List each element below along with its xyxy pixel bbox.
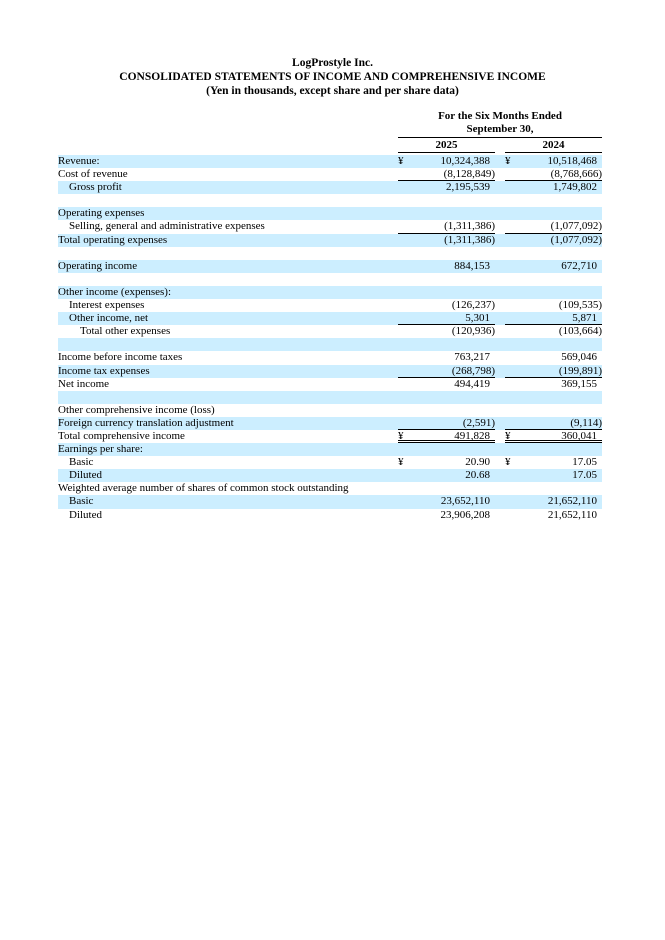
table-row [58, 482, 602, 495]
yen-symbol [505, 482, 518, 495]
period-header [398, 110, 602, 138]
yen-symbol [398, 207, 411, 220]
yen-symbol [398, 299, 411, 312]
value-2024 [518, 273, 602, 286]
amount-cell-2024 [505, 325, 602, 338]
table-row [58, 404, 602, 417]
table-row [58, 378, 602, 391]
column-gap [495, 482, 505, 495]
value-2025: (1,311,386) [444, 233, 495, 246]
amount-cell-2025 [398, 181, 495, 194]
value-2025 [411, 338, 495, 351]
value-2024: 360,041 [561, 429, 597, 442]
table-body [58, 155, 602, 522]
table-row [58, 495, 602, 508]
yen-symbol [505, 273, 518, 286]
amount-cell-2024 [505, 338, 602, 351]
value-2024 [518, 482, 602, 495]
yen-symbol [505, 404, 518, 417]
yen-symbol [398, 247, 411, 260]
column-gap [495, 378, 505, 391]
table-row [58, 509, 602, 522]
amount-cell-2024 [505, 260, 602, 273]
yen-symbol [398, 234, 411, 247]
value-2024 [518, 247, 602, 260]
yen-symbol [398, 404, 411, 417]
table-row [58, 325, 602, 338]
column-gap [495, 220, 505, 233]
row-label: Operating income [58, 259, 138, 272]
yen-symbol [505, 168, 518, 180]
yen-symbol [505, 181, 518, 194]
row-label: Foreign currency translation adjustment [58, 416, 234, 429]
amount-cell-2024 [505, 482, 602, 495]
amount-cell-2024 [505, 194, 602, 207]
column-gap [495, 168, 505, 181]
yen-symbol [398, 482, 411, 495]
table-row [58, 207, 602, 220]
row-label: Other comprehensive income (loss) [58, 403, 215, 416]
row-label: Revenue: [58, 155, 100, 167]
amount-cell-2024 [505, 168, 602, 181]
value-2025: (120,936) [451, 325, 495, 338]
amount-cell-2025 [398, 365, 495, 378]
yen-symbol [398, 273, 411, 286]
row-label: Diluted [69, 469, 102, 482]
yen-symbol [505, 207, 518, 220]
value-2025: 20.90 [465, 456, 490, 469]
yen-symbol [505, 495, 518, 508]
row-label: Income tax expenses [58, 364, 150, 377]
table-row [58, 365, 602, 378]
table-row [58, 273, 602, 286]
yen-symbol [398, 181, 411, 194]
value-2025 [411, 194, 495, 207]
amount-cell-2024 [505, 220, 602, 233]
yen-symbol [505, 260, 518, 273]
amount-cell-2024 [505, 404, 602, 417]
value-2025 [411, 207, 495, 220]
value-2025: (1,311,386) [444, 220, 495, 233]
value-2025: 10,324,388 [440, 155, 490, 167]
table-row [58, 443, 602, 456]
amount-cell-2025 [398, 194, 495, 207]
column-gap [495, 299, 505, 312]
yen-symbol [505, 299, 518, 312]
value-2024: (199,891) [558, 364, 602, 377]
yen-symbol [398, 312, 411, 324]
column-gap [495, 509, 505, 522]
amount-cell-2025 [398, 495, 495, 508]
value-2024: (1,077,092) [550, 233, 602, 246]
yen-symbol [505, 417, 518, 429]
value-2024: 569,046 [561, 351, 597, 364]
row-label: Weighted average number of shares of common stock outstanding [58, 482, 349, 495]
yen-symbol: ¥ [505, 155, 511, 167]
column-gap [495, 155, 505, 168]
value-2024: 21,652,110 [547, 508, 597, 521]
amount-cell-2024 [505, 273, 602, 286]
amount-cell-2024 [505, 155, 602, 168]
yen-symbol [398, 495, 411, 508]
value-2025 [411, 247, 495, 260]
table-row [58, 456, 602, 469]
column-gap [495, 338, 505, 351]
yen-symbol [505, 351, 518, 364]
amount-cell-2025 [398, 469, 495, 482]
table-row [58, 181, 602, 194]
yen-symbol [505, 378, 518, 391]
amount-cell-2024 [505, 417, 602, 430]
column-gap [495, 181, 505, 194]
table-row [58, 220, 602, 233]
value-2024: 5,871 [572, 312, 597, 325]
table-row [58, 286, 602, 299]
row-label: Basic [69, 495, 94, 508]
yen-symbol [398, 168, 411, 180]
yen-symbol [398, 351, 411, 364]
amount-cell-2024 [505, 469, 602, 482]
row-label: Earnings per share: [58, 443, 143, 456]
amount-cell-2024 [505, 247, 602, 260]
yen-symbol [505, 443, 518, 456]
amount-cell-2025 [398, 207, 495, 220]
table-row [58, 234, 602, 247]
value-2024: (109,535) [558, 299, 602, 312]
yen-symbol [505, 220, 518, 232]
value-2024 [518, 338, 602, 351]
value-2025: 2,195,539 [446, 181, 490, 194]
value-2025 [411, 482, 495, 495]
year-column-2025: 2025 [398, 139, 495, 153]
amount-cell-2024 [505, 443, 602, 456]
yen-symbol [398, 220, 411, 232]
value-2024 [518, 207, 602, 220]
amount-cell-2025 [398, 378, 495, 391]
yen-symbol [398, 378, 411, 391]
value-2025: 5,301 [465, 312, 490, 325]
yen-symbol [505, 391, 518, 404]
amount-cell-2025 [398, 404, 495, 417]
column-gap [495, 286, 505, 299]
value-2025: (126,237) [451, 299, 495, 312]
table-row [58, 338, 602, 351]
yen-symbol [398, 391, 411, 404]
row-label: Other income, net [69, 312, 149, 325]
value-2024 [518, 391, 602, 404]
column-gap [495, 430, 505, 443]
yen-symbol: ¥ [398, 155, 404, 167]
amount-cell-2025 [398, 325, 495, 338]
year-columns [398, 139, 602, 153]
amount-cell-2024 [505, 365, 602, 378]
value-2025: 23,652,110 [440, 495, 490, 508]
column-gap [495, 312, 505, 325]
value-2024: (103,664) [558, 325, 602, 338]
table-row [58, 351, 602, 364]
row-label [58, 194, 398, 207]
value-2024: 21,652,110 [547, 495, 597, 508]
amount-cell-2025 [398, 234, 495, 247]
yen-symbol: ¥ [398, 429, 404, 442]
amount-cell-2025 [398, 456, 495, 469]
unit-note: (Yen in thousands, except share and per share data) [206, 85, 459, 97]
column-gap [495, 207, 505, 220]
amount-cell-2025 [398, 391, 495, 404]
value-2025 [411, 391, 495, 404]
yen-symbol [398, 365, 411, 377]
row-label: Other income (expenses): [58, 285, 172, 298]
column-gap [495, 351, 505, 364]
column-gap [495, 194, 505, 207]
value-2025: 20.68 [465, 469, 490, 482]
column-gap [495, 391, 505, 404]
yen-symbol [505, 234, 518, 247]
row-label: Diluted [69, 508, 102, 521]
row-label: Income before income taxes [58, 351, 183, 364]
row-label: Interest expenses [69, 299, 145, 312]
year-column-2024: 2024 [505, 139, 602, 153]
column-gap [495, 469, 505, 482]
value-2024 [518, 404, 602, 417]
column-gap [495, 325, 505, 338]
amount-cell-2024 [505, 286, 602, 299]
amount-cell-2024 [505, 299, 602, 312]
yen-symbol [505, 469, 518, 482]
row-label: Total other expenses [80, 325, 171, 338]
column-gap [495, 273, 505, 286]
amount-cell-2025 [398, 299, 495, 312]
row-label [58, 273, 398, 286]
row-label: Net income [58, 377, 110, 390]
value-2025: (2,591) [462, 416, 495, 429]
document-header [0, 56, 665, 98]
amount-cell-2025 [398, 338, 495, 351]
table-row [58, 155, 602, 168]
yen-symbol: ¥ [398, 456, 404, 469]
column-gap [495, 234, 505, 247]
yen-symbol [505, 286, 518, 299]
value-2024: 1,749,802 [553, 181, 597, 194]
yen-symbol [505, 365, 518, 377]
amount-cell-2024 [505, 351, 602, 364]
amount-cell-2025 [398, 168, 495, 181]
value-2024: 17.05 [572, 456, 597, 469]
value-2024: (8,768,666) [550, 168, 602, 181]
value-2024: 10,518,468 [547, 155, 597, 167]
yen-symbol [398, 260, 411, 273]
column-gap [495, 247, 505, 260]
yen-symbol [398, 338, 411, 351]
amount-cell-2025 [398, 220, 495, 233]
yen-symbol [398, 469, 411, 482]
statement-title: CONSOLIDATED STATEMENTS OF INCOME AND COMPREHENSIVE INCOME [119, 71, 546, 83]
value-2024: 17.05 [572, 469, 597, 482]
value-2025 [411, 273, 495, 286]
table-row [58, 430, 602, 443]
yen-symbol: ¥ [505, 456, 511, 469]
amount-cell-2025 [398, 312, 495, 325]
value-2025: 494,419 [454, 377, 490, 390]
column-gap [495, 417, 505, 430]
table-row [58, 312, 602, 325]
value-2025: (268,798) [451, 364, 495, 377]
value-2024 [518, 194, 602, 207]
yen-symbol: ¥ [505, 429, 511, 442]
yen-symbol [505, 194, 518, 207]
amount-cell-2025 [398, 482, 495, 495]
value-2024: 672,710 [561, 259, 597, 272]
amount-cell-2024 [505, 312, 602, 325]
row-label [58, 391, 398, 404]
value-2025 [411, 443, 495, 456]
row-label: Gross profit [69, 181, 122, 194]
amount-cell-2024 [505, 456, 602, 469]
amount-cell-2024 [505, 378, 602, 391]
value-2025: 491,828 [454, 429, 490, 442]
amount-cell-2025 [398, 286, 495, 299]
amount-cell-2025 [398, 430, 495, 443]
period-header-line1: For the Six Months Ended [438, 110, 562, 122]
amount-cell-2024 [505, 495, 602, 508]
column-gap [495, 365, 505, 378]
table-row [58, 194, 602, 207]
value-2025 [411, 286, 495, 299]
row-label: Selling, general and administrative expenses [69, 220, 265, 233]
yen-symbol [398, 509, 411, 522]
table-row [58, 391, 602, 404]
row-label [58, 338, 398, 351]
value-2024 [518, 443, 602, 456]
amount-cell-2025 [398, 273, 495, 286]
amount-cell-2025 [398, 247, 495, 260]
value-2025: 23,906,208 [440, 508, 490, 521]
amount-cell-2025 [398, 155, 495, 168]
table-row [58, 168, 602, 181]
value-2024 [518, 286, 602, 299]
yen-symbol [505, 325, 518, 338]
income-statement-table [58, 110, 602, 522]
company-name: LogProstyle Inc. [292, 57, 373, 69]
row-label: Basic [69, 456, 94, 469]
yen-symbol [398, 417, 411, 429]
yen-symbol [398, 286, 411, 299]
column-gap [495, 139, 505, 153]
column-gap [495, 260, 505, 273]
yen-symbol [505, 509, 518, 522]
row-label: Total comprehensive income [58, 429, 185, 442]
period-header-line2: September 30, [466, 123, 534, 135]
yen-symbol [398, 325, 411, 338]
table-row [58, 469, 602, 482]
column-gap [495, 456, 505, 469]
amount-cell-2025 [398, 417, 495, 430]
amount-cell-2025 [398, 509, 495, 522]
value-2024: (1,077,092) [550, 220, 602, 233]
amount-cell-2024 [505, 207, 602, 220]
table-row [58, 260, 602, 273]
yen-symbol [398, 443, 411, 456]
yen-symbol [398, 194, 411, 207]
amount-cell-2025 [398, 260, 495, 273]
amount-cell-2024 [505, 430, 602, 443]
value-2025 [411, 404, 495, 417]
yen-symbol [505, 247, 518, 260]
table-row [58, 299, 602, 312]
yen-symbol [505, 338, 518, 351]
amount-cell-2024 [505, 234, 602, 247]
amount-cell-2024 [505, 391, 602, 404]
value-2024: 369,155 [561, 377, 597, 390]
row-label: Total operating expenses [58, 233, 168, 246]
value-2025: (8,128,849) [443, 168, 495, 181]
amount-cell-2025 [398, 351, 495, 364]
table-row [58, 417, 602, 430]
column-gap [495, 443, 505, 456]
value-2025: 763,217 [454, 351, 490, 364]
value-2024: (9,114) [570, 416, 602, 429]
column-gap [495, 404, 505, 417]
row-label: Operating expenses [58, 207, 145, 220]
row-label: Cost of revenue [58, 168, 128, 181]
amount-cell-2024 [505, 509, 602, 522]
amount-cell-2025 [398, 443, 495, 456]
value-2025: 884,153 [454, 259, 490, 272]
amount-cell-2024 [505, 181, 602, 194]
row-label [58, 247, 398, 260]
table-row [58, 247, 602, 260]
yen-symbol [505, 312, 518, 324]
column-gap [495, 495, 505, 508]
